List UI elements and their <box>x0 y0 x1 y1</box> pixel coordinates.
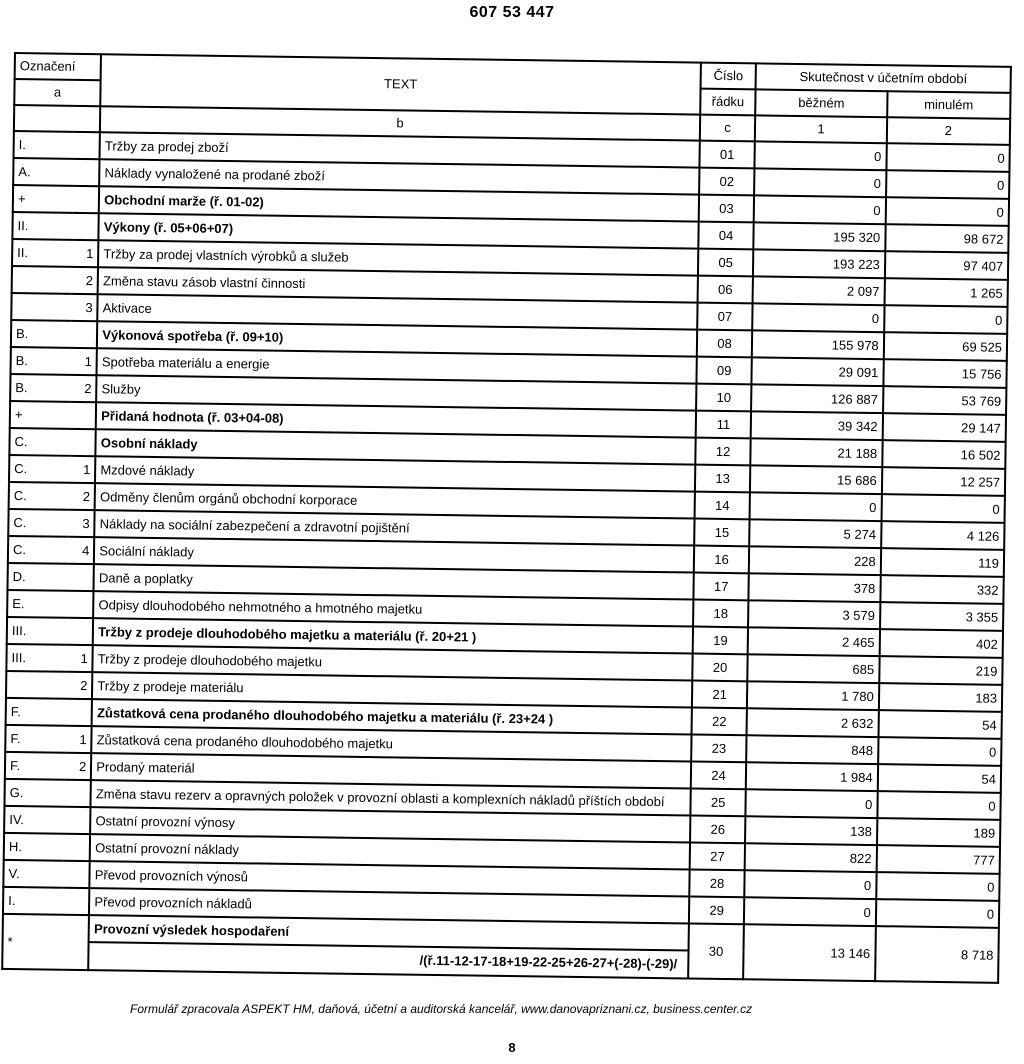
row-current-value: 0 <box>746 789 878 818</box>
row-line-number: 17 <box>693 573 749 601</box>
row-line-number: 04 <box>698 222 754 250</box>
row-current-value: 195 320 <box>754 222 886 251</box>
row-sub-number: 1 <box>69 456 96 483</box>
row-line-number: 06 <box>697 276 753 304</box>
row-sub-number: 1 <box>66 645 93 672</box>
row-oznaceni: B. <box>11 320 71 348</box>
page-number: 8 <box>508 1040 516 1055</box>
row-oznaceni: F. <box>5 752 65 780</box>
row-line-number: 03 <box>699 195 755 223</box>
row-line-number: 26 <box>690 816 746 844</box>
row-oznaceni: III. <box>6 644 66 672</box>
row-text: Osobní náklady <box>96 429 696 464</box>
row-previous-value: 0 <box>876 872 1000 901</box>
row-line-number: 05 <box>698 249 754 277</box>
row-text: Tržby za prodej vlastních výrobků a služeb <box>98 240 698 275</box>
row-previous-value: 402 <box>879 629 1003 658</box>
row-previous-value: 0 <box>884 305 1008 334</box>
row-text: Mzdové náklady <box>95 456 695 491</box>
row-oznaceni: I. <box>3 887 63 915</box>
row-line-number: 30 <box>688 924 744 980</box>
row-text: Převod provozních výnosů <box>90 861 690 896</box>
row-current-value: 29 091 <box>752 357 884 386</box>
row-sub-number <box>63 834 90 861</box>
row-line-number: 23 <box>691 735 747 763</box>
row-previous-value: 53 769 <box>883 386 1007 415</box>
row-sub-number <box>72 186 99 213</box>
row-line-number: 28 <box>689 870 745 898</box>
row-text: Daně a poplatky <box>94 564 694 599</box>
row-oznaceni: D. <box>7 563 67 591</box>
row-text: Tržby z prodeje materiálu <box>92 672 692 707</box>
row-line-number: 21 <box>692 681 748 709</box>
header-oznaceni: Označení <box>15 53 102 80</box>
row-oznaceni: III. <box>7 617 67 645</box>
header-cislo: Číslo <box>700 63 756 90</box>
row-previous-value: 0 <box>886 170 1010 199</box>
row-current-value: 1 984 <box>746 762 878 791</box>
row-oznaceni: C. <box>9 428 69 456</box>
row-oznaceni: + <box>10 401 70 429</box>
row-current-value: 0 <box>744 897 876 926</box>
row-text: Ostatní provozní výnosy <box>90 807 690 842</box>
row-text: Tržby z prodeje dlouhodobého majetku a materiálu (ř. 20+21 ) <box>93 618 693 653</box>
row-sub-number <box>64 807 91 834</box>
table-body <box>2 131 1010 983</box>
row-text: Sociální náklady <box>94 537 694 572</box>
row-line-number: 14 <box>694 492 750 520</box>
row-previous-value: 219 <box>879 656 1003 685</box>
row-current-value: 193 223 <box>753 249 885 278</box>
row-oznaceni: C. <box>8 536 68 564</box>
row-sub-number <box>70 321 97 348</box>
row-previous-value: 15 756 <box>883 359 1007 388</box>
row-previous-value: 0 <box>881 494 1005 523</box>
row-oznaceni: * <box>2 914 62 970</box>
row-line-number: 10 <box>696 384 752 412</box>
row-sub-number: 2 <box>70 375 97 402</box>
row-oznaceni: IV. <box>4 806 64 834</box>
row-current-value: 21 188 <box>751 438 883 467</box>
row-sub-number <box>67 564 94 591</box>
row-line-number: 24 <box>691 762 747 790</box>
row-sub-number <box>69 402 96 429</box>
row-line-number: 11 <box>696 411 752 439</box>
row-current-value: 3 579 <box>748 600 880 629</box>
row-sub-number: 4 <box>67 537 94 564</box>
row-sub-number: 2 <box>71 267 98 294</box>
income-statement-table <box>1 52 1012 984</box>
row-current-value: 0 <box>750 492 882 521</box>
row-previous-value: 54 <box>878 710 1002 739</box>
row-text: Tržby z prodeje dlouhodobého majetku <box>93 645 693 680</box>
row-line-number: 09 <box>696 357 752 385</box>
row-current-value: 1 780 <box>747 681 879 710</box>
row-line-number: 22 <box>691 708 747 736</box>
row-previous-value: 0 <box>876 899 1000 928</box>
row-text: Zůstatková cena prodaného dlouhodobého majetku <box>91 726 691 761</box>
row-previous-value: 4 126 <box>881 521 1005 550</box>
row-oznaceni <box>11 293 71 321</box>
row-oznaceni: C. <box>9 482 69 510</box>
row-oznaceni <box>12 266 72 294</box>
row-oznaceni: B. <box>10 374 70 402</box>
row-oznaceni: II. <box>12 212 72 240</box>
row-line-number: 16 <box>694 546 750 574</box>
row-current-value: 378 <box>749 573 881 602</box>
row-current-value: 5 274 <box>749 519 881 548</box>
row-sub-number <box>73 132 100 159</box>
row-text: Změna stavu rezerv a opravných položek v provozní oblasti a komplexních nákladů příštích období <box>91 780 691 815</box>
income-statement-sheet <box>1 52 1012 1016</box>
row-previous-value: 12 257 <box>882 467 1006 496</box>
row-sub-number: 3 <box>68 510 95 537</box>
row-text: Přidaná hodnota (ř. 03+04-08) <box>96 402 696 437</box>
row-text: Výkony (ř. 05+06+07) <box>99 213 699 248</box>
row-oznaceni: F. <box>6 698 66 726</box>
row-oznaceni: E. <box>7 590 67 618</box>
row-previous-value: 97 407 <box>885 251 1009 280</box>
row-oznaceni: F. <box>5 725 65 753</box>
row-text: Náklady vynaložené na prodané zboží <box>99 159 699 194</box>
row-oznaceni: I. <box>14 131 74 159</box>
row-sub-number <box>63 861 90 888</box>
row-text: Spotřeba materiálu a energie <box>97 348 697 383</box>
header-current: běžném <box>756 89 888 117</box>
row-previous-value: 0 <box>877 791 1001 820</box>
row-previous-value: 0 <box>886 143 1010 172</box>
row-text: Výkonová spotřeba (ř. 09+10) <box>97 321 697 356</box>
row-text: Změna stavu zásob vlastní činnosti <box>98 267 698 302</box>
row-sub-number: 2 <box>64 753 91 780</box>
row-current-value: 2 632 <box>747 708 879 737</box>
row-line-number: 07 <box>697 303 753 331</box>
row-text: Prodaný materiál <box>91 753 691 788</box>
row-text: Obchodní marže (ř. 01-02) <box>99 186 699 221</box>
row-previous-value: 0 <box>878 737 1002 766</box>
row-sub-number <box>69 429 96 456</box>
row-current-value: 138 <box>745 816 877 845</box>
row-sub-number <box>62 915 89 970</box>
row-text: Zůstatková cena prodaného dlouhodobého majetku a materiálu (ř. 23+24 ) <box>92 699 692 734</box>
row-current-value: 0 <box>752 303 884 332</box>
row-previous-value: 189 <box>877 818 1001 847</box>
row-sub-number: 1 <box>65 726 92 753</box>
row-line-number: 18 <box>693 600 749 628</box>
row-oznaceni <box>6 671 66 699</box>
row-line-number: 27 <box>690 843 746 871</box>
table-header <box>14 53 1011 145</box>
row-sub-number <box>65 699 92 726</box>
row-sub-number <box>67 591 94 618</box>
row-previous-value: 8 718 <box>875 926 999 983</box>
row-sub-number <box>63 888 90 915</box>
row-current-value: 848 <box>746 735 878 764</box>
row-previous-value: 69 525 <box>884 332 1008 361</box>
header-oznaceni-sub: a <box>14 79 101 106</box>
row-text: Náklady na sociální zabezpečení a zdravotní pojištění <box>94 510 694 545</box>
row-sub-number <box>73 159 100 186</box>
row-oznaceni: A. <box>13 158 73 186</box>
row-sub-number: 3 <box>71 294 98 321</box>
row-previous-value: 98 672 <box>885 224 1009 253</box>
header-radku: řádku <box>700 89 756 116</box>
row-current-value: 822 <box>745 843 877 872</box>
header-previous: minulém <box>887 91 1011 119</box>
header-cislo-sub: c <box>700 115 756 142</box>
row-previous-value: 1 265 <box>884 278 1008 307</box>
row-oznaceni: B. <box>11 347 71 375</box>
row-previous-value: 0 <box>885 197 1009 226</box>
row-line-number: 29 <box>689 897 745 925</box>
row-text: Odpisy dlouhodobého nehmotného a hmotného majetku <box>93 591 693 626</box>
row-previous-value: 29 147 <box>882 413 1006 442</box>
row-current-value: 685 <box>748 654 880 683</box>
row-oznaceni: C. <box>8 509 68 537</box>
header-oznaceni-code <box>14 105 101 132</box>
header-text: TEXT <box>100 54 700 114</box>
row-current-value: 39 342 <box>751 411 883 440</box>
row-sub-number: 1 <box>72 240 99 267</box>
row-text: Služby <box>96 375 696 410</box>
row-sub-number <box>64 780 91 807</box>
row-sub-number <box>66 618 93 645</box>
row-current-value: 155 978 <box>752 330 884 359</box>
row-current-value: 15 686 <box>750 465 882 494</box>
row-oznaceni: II. <box>12 239 72 267</box>
header-text-sub: b <box>100 106 700 140</box>
row-text: Tržby za prodej zboží <box>100 132 700 167</box>
row-text: Aktivace <box>97 294 697 329</box>
row-current-value: 13 146 <box>743 924 875 981</box>
row-sub-number <box>72 213 99 240</box>
row-previous-value: 777 <box>876 845 1000 874</box>
row-previous-value: 119 <box>881 548 1005 577</box>
row-oznaceni: H. <box>4 833 64 861</box>
row-current-value: 228 <box>749 546 881 575</box>
row-previous-value: 3 355 <box>880 602 1004 631</box>
row-line-number: 15 <box>694 519 750 547</box>
document-id: 607 53 447 <box>469 4 555 21</box>
header-current-sub: 1 <box>755 115 887 143</box>
row-line-number: 12 <box>695 438 751 466</box>
row-previous-value: 183 <box>879 683 1003 712</box>
row-current-value: 0 <box>754 195 886 224</box>
row-current-value: 0 <box>754 168 886 197</box>
row-oznaceni: V. <box>3 860 63 888</box>
result-formula: /(ř.11-12-17-18+19-22-25+26-27+(-28)-(-29)/ <box>88 942 688 978</box>
header-period: Skutečnost v účetním období <box>756 63 1011 93</box>
row-line-number: 20 <box>692 654 748 682</box>
row-current-value: 2 465 <box>748 627 880 656</box>
row-previous-value: 16 502 <box>882 440 1006 469</box>
row-current-value: 2 097 <box>753 276 885 305</box>
row-line-number: 08 <box>697 330 753 358</box>
row-sub-number: 2 <box>66 672 93 699</box>
row-current-value: 0 <box>745 870 877 899</box>
row-line-number: 13 <box>695 465 751 493</box>
row-previous-value: 332 <box>880 575 1004 604</box>
row-text: Převod provozních nákladů <box>89 888 689 923</box>
row-text: Ostatní provozní náklady <box>90 834 690 869</box>
row-oznaceni: + <box>13 185 73 213</box>
row-line-number: 01 <box>699 141 755 169</box>
row-line-number: 19 <box>693 627 749 655</box>
header-previous-sub: 2 <box>887 117 1011 145</box>
row-oznaceni: C. <box>9 455 69 483</box>
row-line-number: 02 <box>699 168 755 196</box>
form-footer: Formulář zpracovala ASPEKT HM, daňová, účetní a auditorská kancelář, www.danovapriznani.cz, business.center.cz <box>130 1002 753 1016</box>
row-current-value: 0 <box>755 141 887 170</box>
row-previous-value: 54 <box>877 764 1001 793</box>
row-text: Odměny členům orgánů obchodní korporace <box>95 483 695 518</box>
row-oznaceni: G. <box>4 779 64 807</box>
row-text: Provozní výsledek hospodaření <box>89 915 689 950</box>
row-line-number: 25 <box>690 789 746 817</box>
row-current-value: 126 887 <box>751 384 883 413</box>
row-sub-number: 1 <box>70 348 97 375</box>
row-sub-number: 2 <box>68 483 95 510</box>
